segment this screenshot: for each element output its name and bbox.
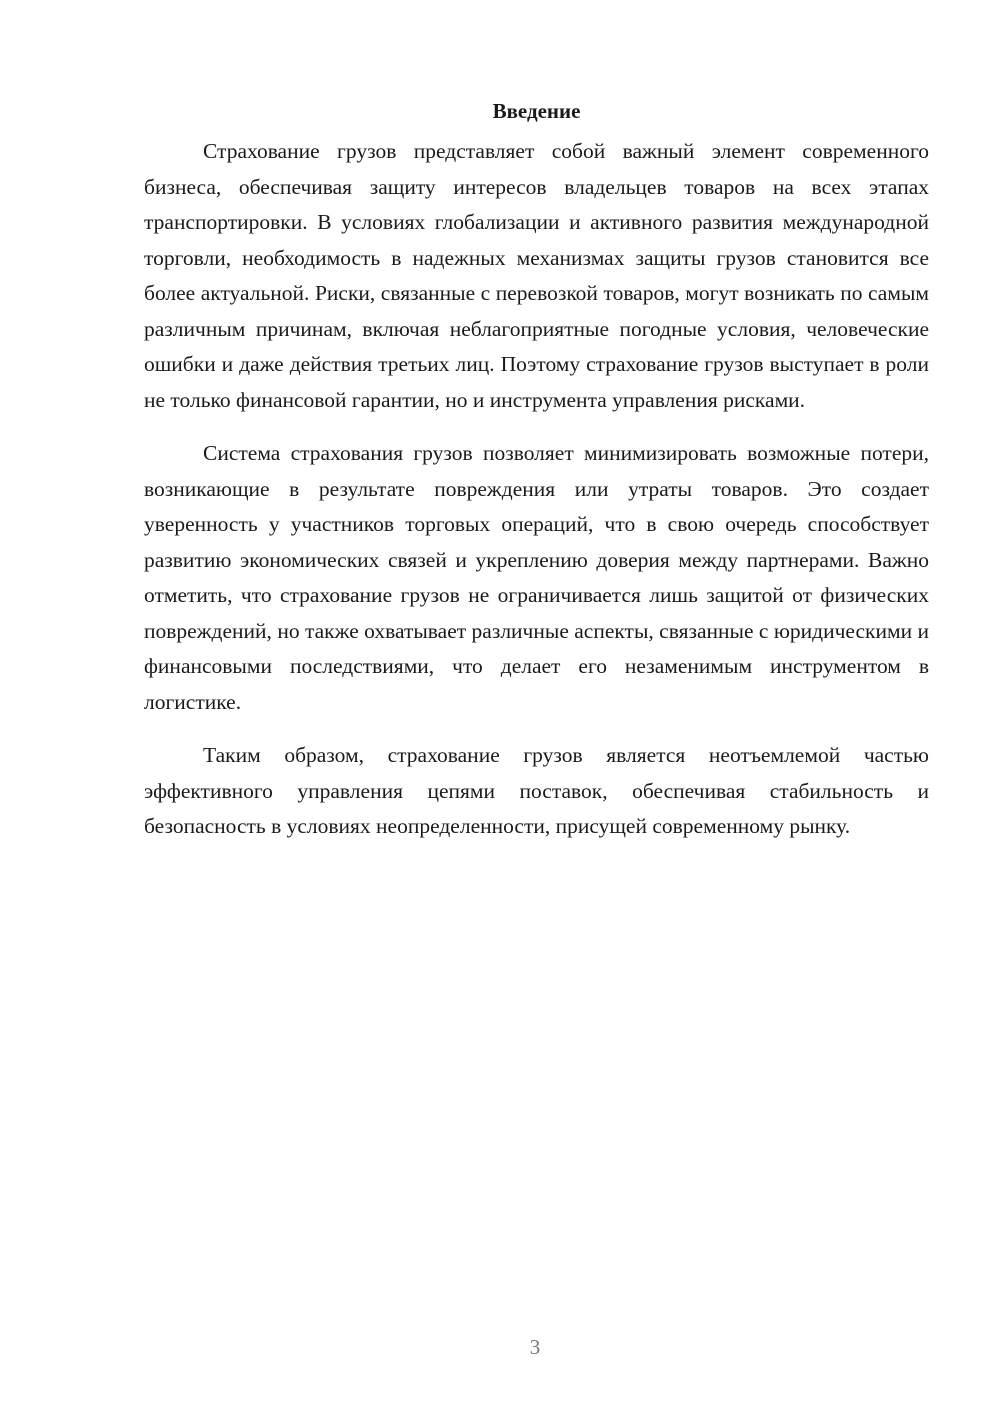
- page-number: 3: [529, 1335, 541, 1359]
- page-content: [144, 92, 929, 863]
- section-heading: Введение: [492, 99, 581, 123]
- paragraph-3: Таким образом, страхование грузов является неотъемлемой частью эффективного управления цепями поставок, обеспечивая стабильность и безопасность в условиях неопределенности, присущей современному рынку.: [144, 743, 929, 838]
- paragraph-2: Система страхования грузов позволяет минимизировать возможные потери, возникающие в результате повреждения или утраты товаров. Это создает уверенность у участников торговых операций, что в свою очередь способствует развитию экономических связей и укреплению доверия между партнерами. Важно отметить, что страхование грузов не ограничивается лишь защитой от физических повреждений, но также охватывает различные аспекты, связанные с юридическими и финансовыми последствиями, что делает его незаменимым инструментом в логистике.: [144, 441, 929, 714]
- paragraph-1: Страхование грузов представляет собой важный элемент современного бизнеса, обеспечивая защиту интересов владельцев товаров на всех этапах транспортировки. В условиях глобализации и активного развития международной торговли, необходимость в надежных механизмах защиты грузов становится все более актуальной. Риски, связанные с перевозкой товаров, могут возникать по самым различным причинам, включая неблагоприятные погодные условия, человеческие ошибки и даже действия третьих лиц. Поэтому страхование грузов выступает в роли не только финансовой гарантии, но и инструмента управления рисками.: [144, 139, 929, 412]
